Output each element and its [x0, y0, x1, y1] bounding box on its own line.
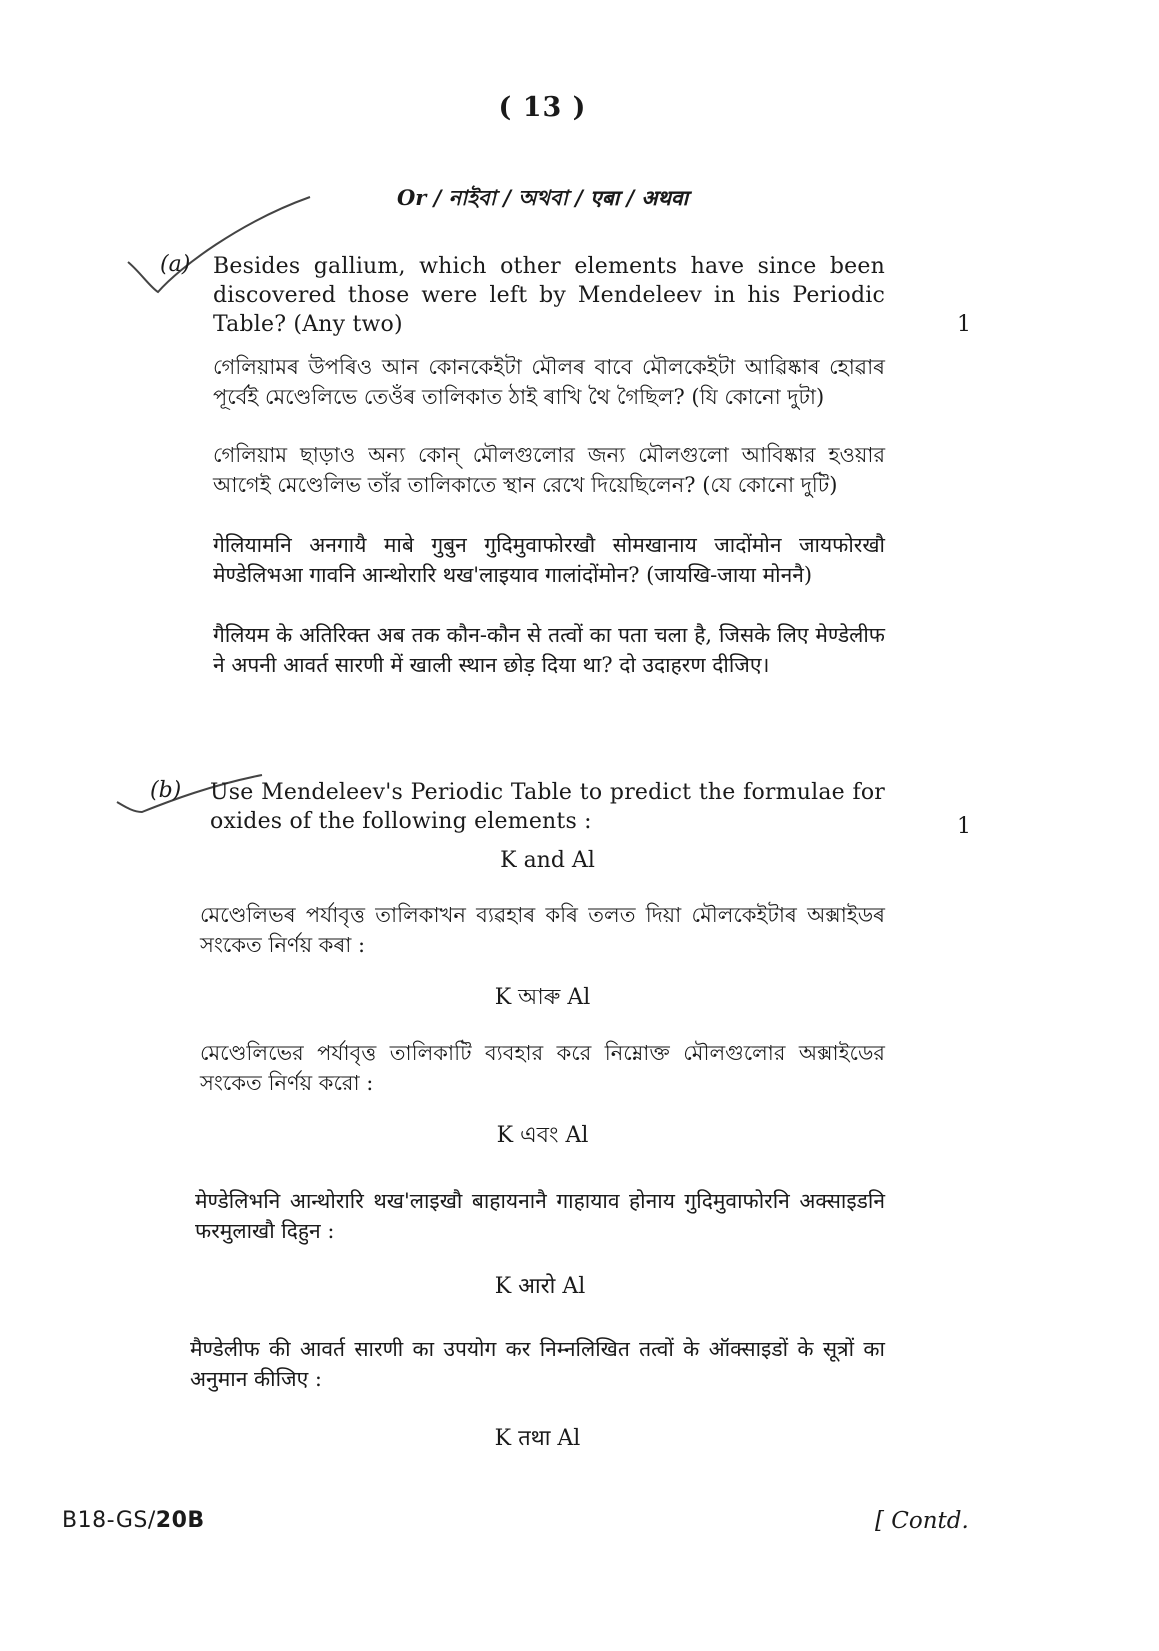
question-b-bengali: মেণ্ডেলিভের পর্যাবৃত্ত তালিকাটি ব্যবহার করে নিম্নোক্ত মৌলগুলোর অক্সাইডের সংকেত নির্ণয় করো :: [200, 1041, 885, 1095]
paper-code-number: 20B: [155, 1508, 205, 1533]
or-separator: Or / নাইবা / অথবা / एबा / अथवा: [396, 185, 689, 210]
question-b-marks: 1: [957, 814, 971, 839]
question-b-english-elements: K and Al: [500, 848, 595, 873]
question-b-hindi: मैण्डेलीफ की आवर्त सारणी का उपयोग कर निम्नलिखित तत्वों के ऑक्साइडों के सूत्रों का अनुमान कीजिए :: [190, 1337, 885, 1391]
question-b-assamese: মেণ্ডেলিভৰ পৰ্যাবৃত্ত তালিকাখন ব্যৱহাৰ কৰি তলত দিয়া মৌলকেইটাৰ অক্সাইডৰ সংকেত নিৰ্ণয় কৰা :: [200, 903, 885, 957]
question-b-bodo: मेण्डेलिभनि आन्थोरारि थख'लाइखौ बाहायनानै गाहायाव होनाय गुदिमुवाफोरनि अक्साइडनि फरमुलाखौ दिहुन :: [195, 1189, 885, 1243]
question-b-label: (b): [150, 778, 182, 803]
question-a-hindi: गैलियम के अतिरिक्त अब तक कौन-कौन से तत्वों का पता चला है, जिसके लिए मेण्डेलीफ ने अपनी आवर्त सारणी में खाली स्थान छोड़ दिया था? दो उदाहरण दीजिए।: [213, 623, 885, 677]
question-b-hindi-elements: K तथा Al: [494, 1426, 581, 1451]
question-a-bodo: गेलियामनि अनगायै माबे गुबुन गुदिमुवाफोरखौ सोमखानाय जादोंमोन जायफोरखौ मेण्डेलिभआ गावनि आन्थोरारि थख'लाइयाव गालांदोंमोन? (जायखि-जाया मोननै): [213, 533, 885, 587]
paper-code-prefix: B18-GS/: [62, 1508, 156, 1533]
question-a-label: (a): [160, 252, 191, 277]
question-b-bengali-elements: K এবং Al: [496, 1123, 589, 1148]
question-a-bengali: গেলিয়াম ছাড়াও অন্য কোন্ মৌলগুলোর জন্য মৌলগুলো আবিষ্কার হওয়ার আগেই মেণ্ডেলিভ তাঁর তালিকাতে স্থান রেখে দিয়েছিলেন? (যে কোনো দুটি): [213, 443, 885, 497]
paper-code: [62, 1508, 205, 1533]
question-a-assamese: গেলিয়ামৰ উপৰিও আন কোনকেইটা মৌলৰ বাবে মৌলকেইটা আৱিষ্কাৰ হোৱাৰ পূৰ্বেই মেণ্ডেলিভে তেওঁৰ তালিকাত ঠাই ৰাখি থৈ গৈছিল? (যি কোনো দুটা): [213, 355, 885, 409]
question-a-marks: 1: [957, 312, 971, 337]
continued-marker: [ Contd.: [875, 1508, 969, 1534]
question-b-english: Use Mendeleev's Periodic Table to predict the formulae for oxides of the following elements :: [210, 780, 885, 834]
page-number: ( 13 ): [498, 92, 587, 123]
question-b-assamese-elements: K আৰু Al: [494, 985, 591, 1010]
question-a-english: Besides gallium, which other elements have since been discovered those were left by Mendeleev in his Periodic Table? (Any two): [213, 254, 885, 337]
question-b-bodo-elements: K आरो Al: [494, 1274, 586, 1299]
